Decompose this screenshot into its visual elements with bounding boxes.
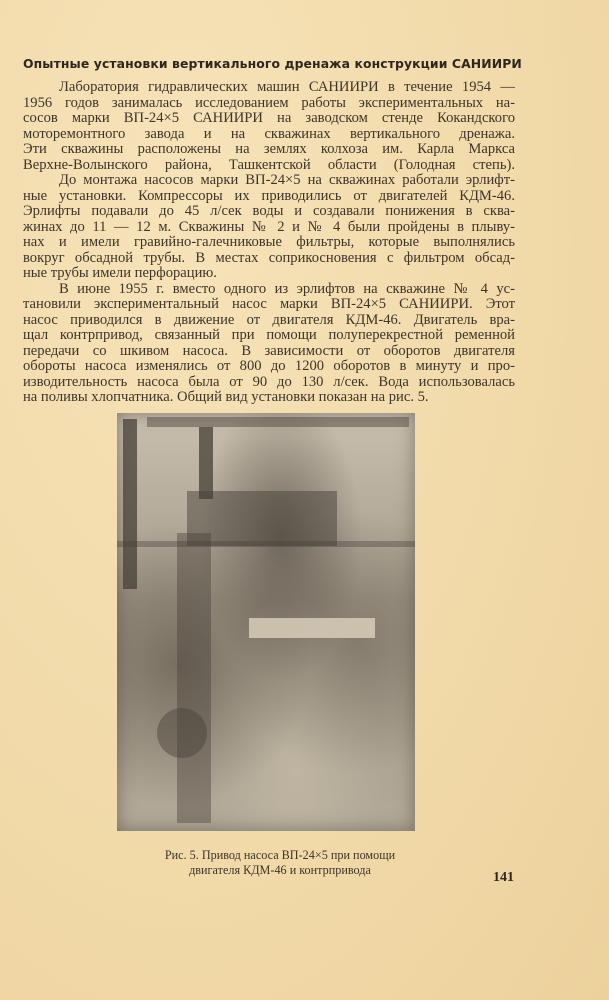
photo-beam-top bbox=[147, 417, 409, 427]
text-line: ные установки. Компрессоры их приводились от двигателей КДМ-46. bbox=[23, 187, 515, 204]
text-line: моторемонтного завода и на скважинах вертикального дренажа. bbox=[23, 125, 515, 142]
caption-line: Рис. 5. Привод насоса ВП-24×5 при помощи bbox=[164, 848, 396, 862]
caption-line: двигателя КДМ-46 и контрпривода bbox=[189, 863, 371, 877]
text-line: щал контрпривод, связанный при помощи полуперекрестной ременной bbox=[23, 327, 515, 343]
text-line: вокруг обсадной трубы. В местах соприкосновения с фильтром обсад- bbox=[23, 249, 515, 266]
text-line: сосов марки ВП-24×5 САНИИРИ на заводском стенде Кокандского bbox=[23, 110, 515, 126]
figure-photograph bbox=[117, 413, 415, 831]
photo-belt-light bbox=[249, 618, 375, 638]
section-heading: Опытные установки вертикального дренажа конструкции САНИИРИ bbox=[23, 56, 522, 71]
text-line: Верхне-Волынского района, Ташкентской области (Голодная степь). bbox=[23, 156, 515, 173]
text-line: насос приводился в движение от двигателя КДМ-46. Двигатель вра- bbox=[23, 311, 515, 328]
text-line: нах и имели гравийно-галечниковые фильтры, которые выполнялись bbox=[23, 234, 515, 250]
page-number: 141 bbox=[493, 870, 514, 885]
text-line: изводительность насоса была от 90 до 130 л/сек. Вода использовалась bbox=[23, 373, 515, 390]
body-text bbox=[23, 80, 515, 406]
figure-caption bbox=[120, 848, 440, 878]
text-line: Эрлифты подавали до 45 л/сек воды и создавали понижения в сква- bbox=[23, 203, 515, 219]
text-line: передачи со шкивом насоса. В зависимости от оборотов двигателя bbox=[23, 342, 515, 359]
photo-pulley bbox=[157, 708, 207, 758]
text-line: 1956 годов занималась исследованием работы экспериментальных на- bbox=[23, 94, 515, 111]
text-line: на поливы хлопчатника. Общий вид установки показан на рис. 5. bbox=[23, 389, 429, 405]
photo-engine-stack bbox=[199, 427, 213, 499]
text-line: Лаборатория гидравлических машин САНИИРИ в течение 1954 — bbox=[59, 79, 515, 95]
text-line: В июне 1955 г. вместо одного из эрлифтов на скважине № 4 ус- bbox=[59, 280, 515, 297]
text-line: обороты насоса изменялись от 800 до 1200 оборотов в минуту и про- bbox=[23, 358, 515, 374]
text-line: Эти скважины расположены на землях колхоза им. Карла Маркса bbox=[23, 141, 515, 157]
photo-crossbar bbox=[117, 541, 415, 547]
text-line: До монтажа насосов марки ВП-24×5 на скважинах работали эрлифт- bbox=[59, 172, 515, 188]
text-line: ные трубы имели перфорацию. bbox=[23, 265, 217, 281]
text-line: жинах до 11 — 12 м. Скважины № 2 и № 4 были пройдены в плыву- bbox=[23, 218, 515, 235]
photo-post-left bbox=[123, 419, 137, 589]
photo-pump-column bbox=[177, 533, 211, 823]
text-line: тановили экспериментальный насос марки ВП-24×5 САНИИРИ. Этот bbox=[23, 296, 515, 312]
